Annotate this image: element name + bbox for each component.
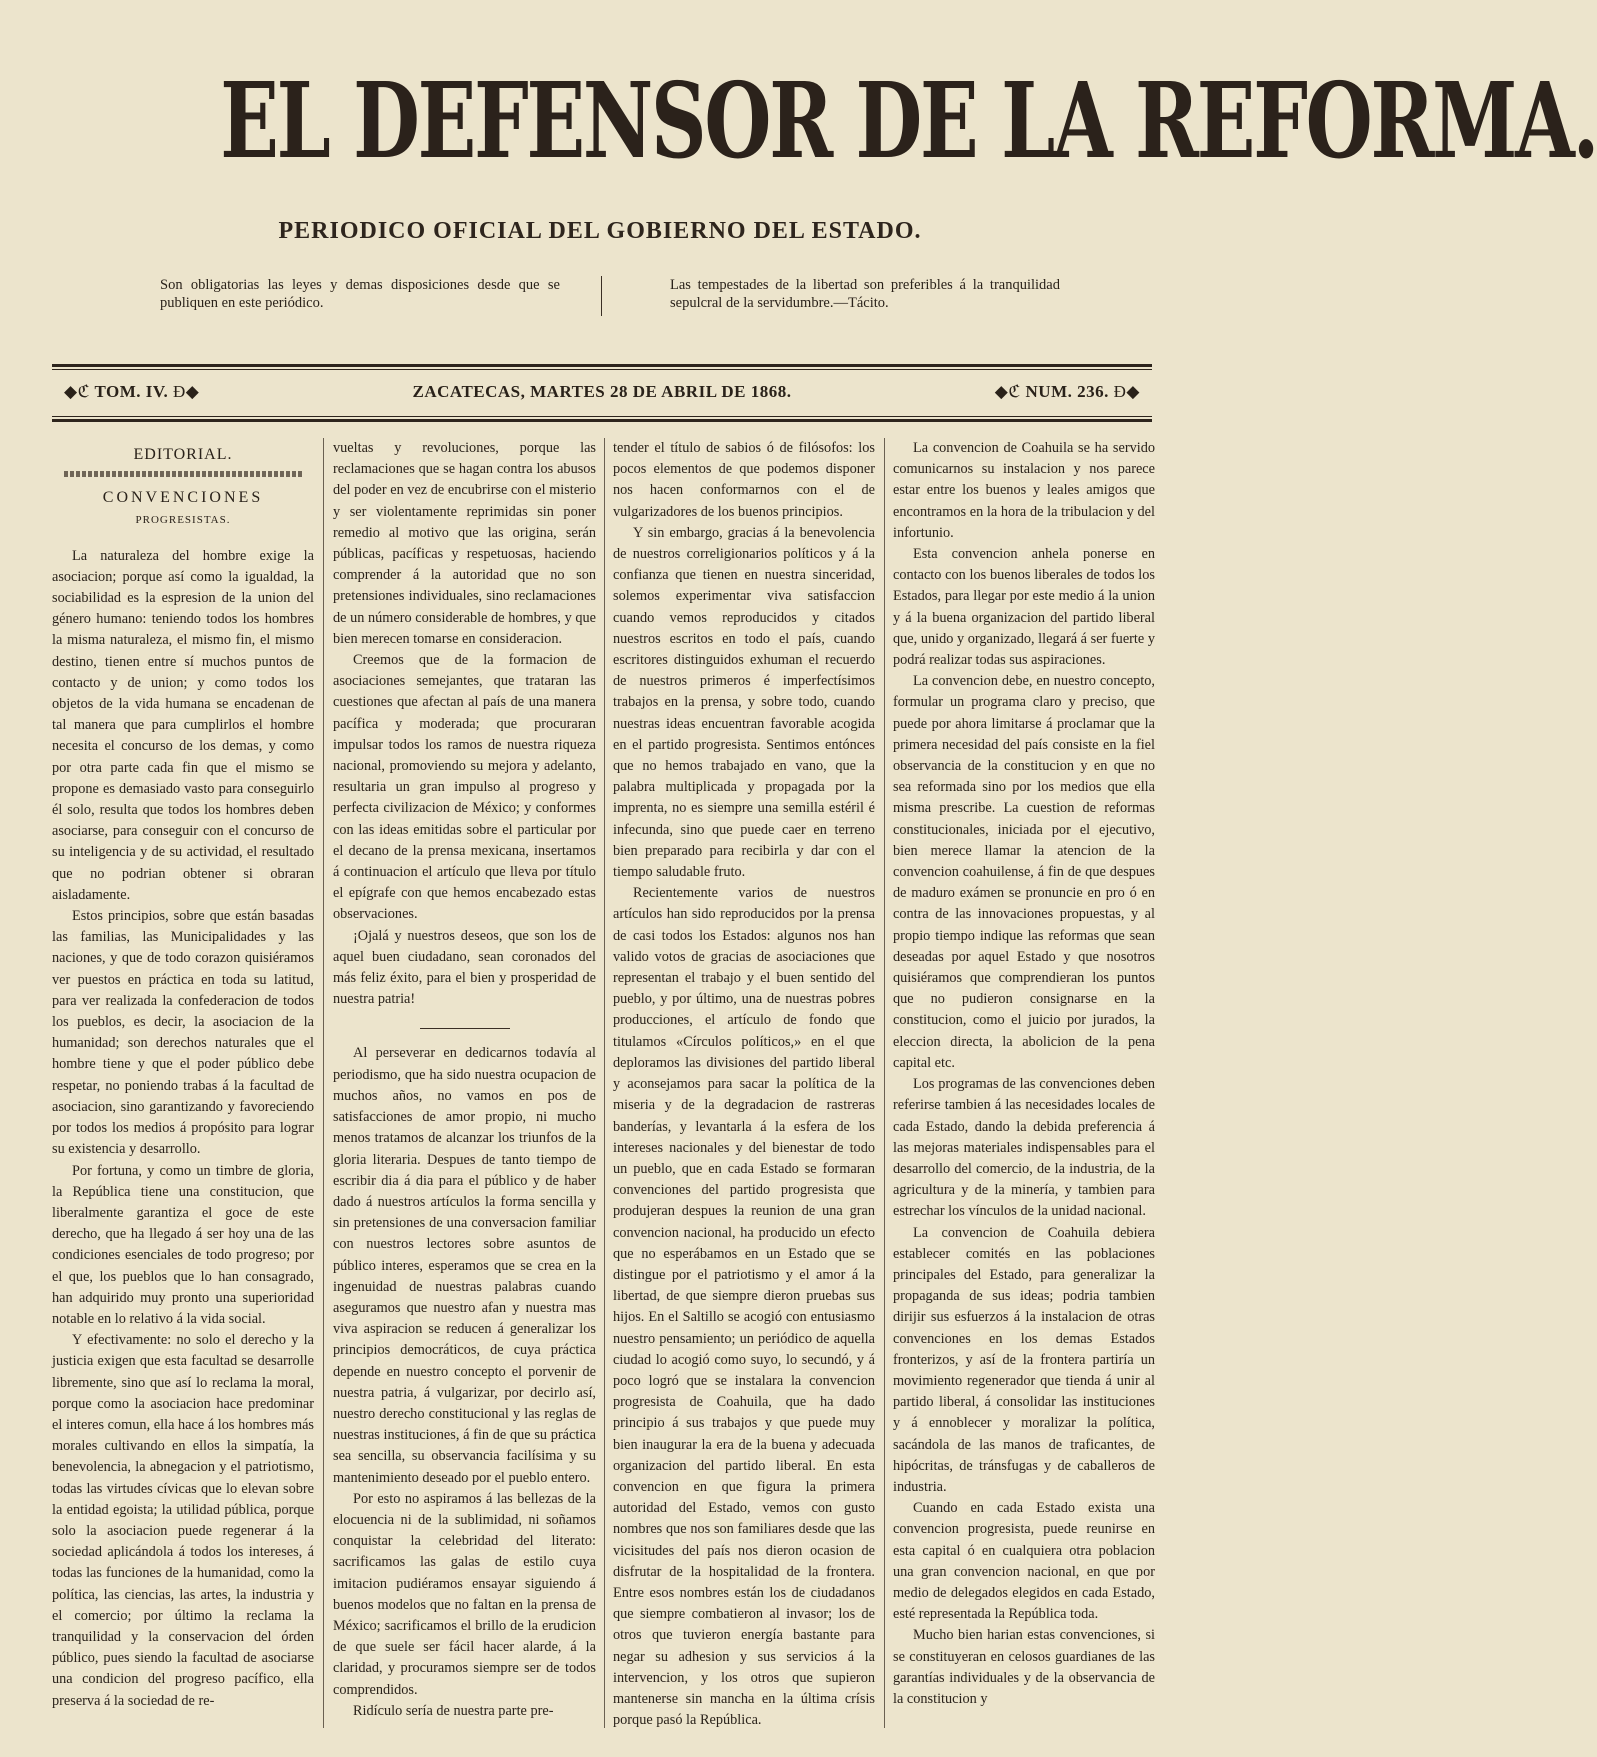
paragraph: Al perseverar en dedicarnos todavía al periodismo, que ha sido nuestra ocupacion de muchos años, no vamos en pos de satisfacciones de amor propio, ni mucho menos tratamos de alcanzar los triunfos de la gloria literaria. Despues de tanto tiempo de escribir dia á dia para el público y de haber dado á nuestros artículos la forma sencilla y sin pretensiones de una conversacion familiar con nuestros lectores sobre asuntos de público interes, esperamos que se crea en la ingenuidad de nuestras palabras cuando aseguramos que nuestro afan y nuestra mas viva aspiracion se reducen á generalizar los principios democráticos, de cuya práctica depende en nuestro concepto el porvenir de nuestra patria, á vulgarizar, por decirlo así, nuestro derecho constitucional y las reglas de nuestras instituciones, á fin de que su práctica sea sencilla, su observancia facilísima y su mantenimiento deseado por el pueblo entero. — [333, 1045, 596, 1486]
paragraph: Recientemente varios de nuestros artículos han sido reproducidos por la prensa de casi todos los Estados: algunos nos han valido votos de gracias de asociaciones que representan el trabajo y el buen sentido del pueblo, y por último, una de nuestras pobres producciones, el artículo de fondo que titulamos «Círculos políticos,» en el que deploramos las divisiones del partido liberal y aconsejamos para sacar la política de la miseria y de la degradacion de rastreras banderías, y levantarla á la esfera de los intereses nacionales y del bienestar de todo un pueblo, que en cada Estado se formaran convenciones del partido progresista que produjeran despues la reunion de una gran convencion nacional, ha producido un efecto que no esperábamos en un Estado que se distingue por el patriotismo y el amor á la libertad, de que siempre dieron pruebas sus hijos. En el Saltillo se acogió con entusiasmo nuestro pensamiento; un periódico de aquella ciudad lo acogió como suyo, lo secundó, y á poco logró que se instalara la convencion progresista de Coahuila, que ha dado principio á sus trabajos y que puede muy bien inaugurar la era de la buena y adecuada organizacion del partido liberal. En esta convencion en que figura la primera autoridad del Estado, vemos con gusto nombres que nos son familiares desde que las vicisitudes del país nos dieron ocasion de disfrutar de la hospitalidad de la frontera. Entre esos nombres están los de ciudadanos que siempre combatieron al invasor; los de otros que tuvieron energía bastante para negar su adhesion y sus servicios á la intervencion, y los otros que supieron mantenerse sin mancha en la última crísis porque pasó la República. — [613, 885, 875, 1729]
ornament-left-icon: ◆ℭ — [994, 382, 1021, 401]
column-2 — [333, 438, 596, 1722]
paragraph: Ridículo sería de nuestra parte pre- — [353, 1702, 554, 1719]
paragraph: ¡Ojalá y nuestros deseos, que son los de aquel buen ciudadano, sean coronados del más feliz éxito, para el bien y prosperidad de nuestra patria! — [333, 927, 596, 1008]
paragraph: La convencion de Coahuila se ha servido comunicarnos su instalacion y nos parece estar entre los buenos y leales amigos que encontramos en la hora de la tribulacion y del infortunio. — [893, 440, 1155, 541]
paragraph: vueltas y revoluciones, porque las reclamaciones que se hagan contra los abusos del poder en vez de encubrirse con el misterio y ser violentamente reprimidas sin poner remedio al motivo que las origina, serán públicas, pacíficas y respetuosas, haciendo comprender á la autoridad que no son pretensiones individuales, sino reclamaciones de un número considerable de hombres, y que bien merecen tomarse en consideracion. — [333, 440, 596, 647]
column-divider — [604, 438, 605, 1728]
paragraph: tender el título de sabios ó de filósofos: los pocos elementos de que podemos disponer nos hacen conformarnos con el de vulgarizadores de los buenos principios. — [613, 440, 875, 520]
issue-number — [995, 382, 1140, 402]
newspaper-title: EL DEFENSOR DE LA REFORMA. — [220, 59, 1597, 182]
paragraph: Estos principios, sobre que están basadas las familias, las Municipalidades y las naciones, y que de todo corazon quisiéramos ver puestos en práctica en toda su latitud, para ver realizada la confederacion de todos los pueblos, es decir, la asociacion de la humanidad; son derechos naturales que el hombre tiene y que el poder público debe respetar, no poniendo trabas á la facultad de asociacion, sino garantizando y favoreciendo por todos los medios á propósito para lograr su existencia y desarrollo. — [52, 908, 314, 1158]
article-subtitle: PROGRESISTAS. — [135, 514, 231, 527]
section-divider — [420, 1028, 510, 1029]
paragraph: La convencion debe, en nuestro concepto, formular un programa claro y preciso, que puede por ahora limitarse á proclamar que la primera necesidad del país consiste en la fiel observancia de la constitucion y en que no sea reformada sino por los medios que ella misma prescribe. La cuestion de reformas constitucionales, iniciada por el ejecutivo, bien merece llamar la atencion de la convencion coahuilense, á fin de que despues de maduro exámen se pronuncie en pro ó en contra de las innovaciones propuestas, y al propio tiempo indique las reformas que sean deseadas por aquel Estado y que nosotros quisiéramos que comprendieran los puntos que no pudieron consignarse en la constitucion, como el juicio por jurados, la eleccion directa, la abolicion de la pena capital etc. — [893, 673, 1155, 1071]
paragraph: Por esto no aspiramos á las bellezas de la elocuencia ni de la sublimidad, ni soñamos conquistar la celebridad del literato: sacrificamos las galas de estilo cuya imitacion pudiéramos ensayar siguiendo á buenos modelos que no faltan en la prensa de México; sacrificamos el brillo de la erudicion de que suele ser fácil hacer alarde, á la claridad, y procuramos siempre ser de todos comprendidos. — [333, 1490, 596, 1698]
column-4 — [893, 438, 1155, 1710]
paragraph: Por fortuna, y como un timbre de gloria, la República tiene una constitucion, que liberalmente garantiza el goce de este derecho, que ha llegado á ser hoy una de las condiciones esenciales de todo progreso; por el que, los pueblos que lo han consagrado, han adquirido muy pronto una superioridad notable en lo relativo á la vida social. — [52, 1162, 314, 1327]
paragraph: Mucho bien harian estas convenciones, si se constituyeran en celosos guardianes de las garantías individuales y de la observancia de la constitucion y — [893, 1627, 1155, 1707]
paragraph: Cuando en cada Estado exista una convencion progresista, puede reunirse en esta capital ó en cualquiera otra poblacion una gran convencion nacional, en que por medio de delegados elegidos en cada Estado, esté representada la República toda. — [893, 1500, 1155, 1623]
article-title: CONVENCIONES — [102, 489, 264, 507]
paragraph: Los programas de las convenciones deben referirse tambien á las necesidades locales de cada Estado, dando la debida preferencia á las mejoras materiales indispensables para el desarrollo del comercio, de la industria, de la agricultura y de la minería, y tambien para estrechar los vínculos de la unidad nacional. — [893, 1076, 1155, 1220]
ornament-right-icon: Ð◆ — [173, 382, 200, 401]
paragraph: Y sin embargo, gracias á la benevolencia de nuestros correligionarios políticos y á la confianza que tienen en nuestra sinceridad, solemos experimentar viva satisfaccion cuando vemos reproducidos y citados nuestros escritos en todo el país, cuando escritores distinguidos exhuman el recuerdo de nuestros primeros é imperfectísimos trabajos en la prensa, y sobre todo, cuando nuestras ideas encuentran favorable acogida en el partido progresista. Sentimos entónces que no hemos trabajado en vano, que la palabra multiplicada y propagada por la imprenta, no es siempre una semilla estéril é infecunda, sino que puede caer en terreno bien preparado para recibirla y dar con el tiempo saludable fruto. — [613, 524, 875, 881]
paragraph: La naturaleza del hombre exige la asociacion; porque así como la igualdad, la sociabilidad es la espresion de la union del género humano: teniendo todos los hombres la misma naturaleza, el mismo fin, el mismo destino, tienen entre sí muchos puntos de contacto y de union; y como todos los objetos de la vida humana se encadenan de tal manera que para cumplirlos el hombre necesita el concurso de los demas, y como por otra parte cada fin que el mismo se propone es demasiado vasto para conseguirlo él solo, resulta que todos los hombres deben asociarse, para conseguir con el concurso de su inteligencia y de su actividad, el resultado que no podrian obtener si obraran aisladamente. — [52, 547, 314, 903]
section-heading-editorial: EDITORIAL. — [133, 446, 233, 463]
column-1 — [52, 438, 314, 1712]
newspaper-subtitle: PERIODICO OFICIAL DEL GOBIERNO DEL ESTADO. — [278, 218, 922, 244]
paragraph: Esta convencion anhela ponerse en contacto con los buenos liberales de todos los Estados, para llegar por este medio á la union y á la buena organizacion del partido liberal que, unido y organizado, llegará á ser fuerte y podrá realizar todas sus aspiraciones. — [893, 546, 1155, 669]
ornament-left-icon: ◆ℭ — [64, 382, 91, 401]
column-3 — [613, 438, 875, 1731]
masthead-rule-top — [52, 364, 1152, 367]
paragraph: La convencion de Coahuila debiera establecer comités en las poblaciones principales del Estado, para generalizar la propaganda de sus ideas; podria tambien dirijir sus esfuerzos á la instalacion de otras convenciones en los demas Estados fronterizos, y así de la frontera partiría un movimiento regenerador que tienda á unir al partido liberal, á consolidar las instituciones y á ennoblecer y moralizar la política, sacándola de las manos de traficantes, de hipócritas, de tránsfugas y de caballeros de industria. — [893, 1224, 1155, 1495]
issue-number-label: NUM. 236. — [1025, 382, 1109, 401]
dateline — [52, 382, 1152, 408]
motto-right: Las tempestades de la libertad son preferibles á la tranquilidad sepulcral de la servidumbre.—Tácito. — [670, 277, 1060, 311]
motto-left: Son obligatorias las leyes y demas disposiciones desde que se publiquen en este periódico. — [160, 277, 560, 311]
ornament-right-icon: Ð◆ — [1113, 382, 1140, 401]
masthead-rule-top-thin — [52, 369, 1152, 370]
motto-divider — [601, 276, 602, 316]
issue-date: ZACATECAS, MARTES 28 DE ABRIL DE 1868. — [412, 382, 792, 401]
dateline-rule-thin — [52, 416, 1152, 417]
paragraph: Y efectivamente: no solo el derecho y la justicia exigen que esta facultad se desarrolle libremente, sino que así lo reclama la moral, porque como la asociacion hace predominar el interes comun, ella hace á los hombres más morales cultivando en ellos la simpatía, la benevolencia, la abnegacion y el patriotismo, todas las virtudes cívicas que lo elevan sobre la entidad egoista; la utilidad pública, porque solo la asociacion puede regenerar á la sociedad aplicándola á todos los intereses, á todas las funciones de la humanidad, como la política, las ciencias, las artes, la industria y el comercio; por último la reclama la tranquilidad y la conservacion del órden público, pues siendo la facultad de asociarse una condicion del progreso pacífico, ella preserva á la sociedad de re- — [52, 1332, 314, 1709]
wavy-divider — [64, 471, 302, 477]
column-divider — [323, 438, 324, 1728]
dateline-rule-thick — [52, 419, 1152, 422]
column-divider — [884, 438, 885, 1728]
volume-label: TOM. IV. — [94, 382, 169, 401]
paragraph: Creemos que de la formacion de asociaciones semejantes, que trataran las cuestiones que afectan al país de una manera pacífica y moderada; que procuraran impulsar todos los ramos de nuestra riqueza nacional, promoviendo su mejora y adelanto, resultaria un gran impulso al progreso y perfecta civilizacion de México; y conformes con las ideas emitidas sobre el particular por el decano de la prensa mexicana, insertamos á continuacion el artículo que lleva por título el epígrafe con que hemos encabezado estas observaciones. — [333, 652, 596, 923]
